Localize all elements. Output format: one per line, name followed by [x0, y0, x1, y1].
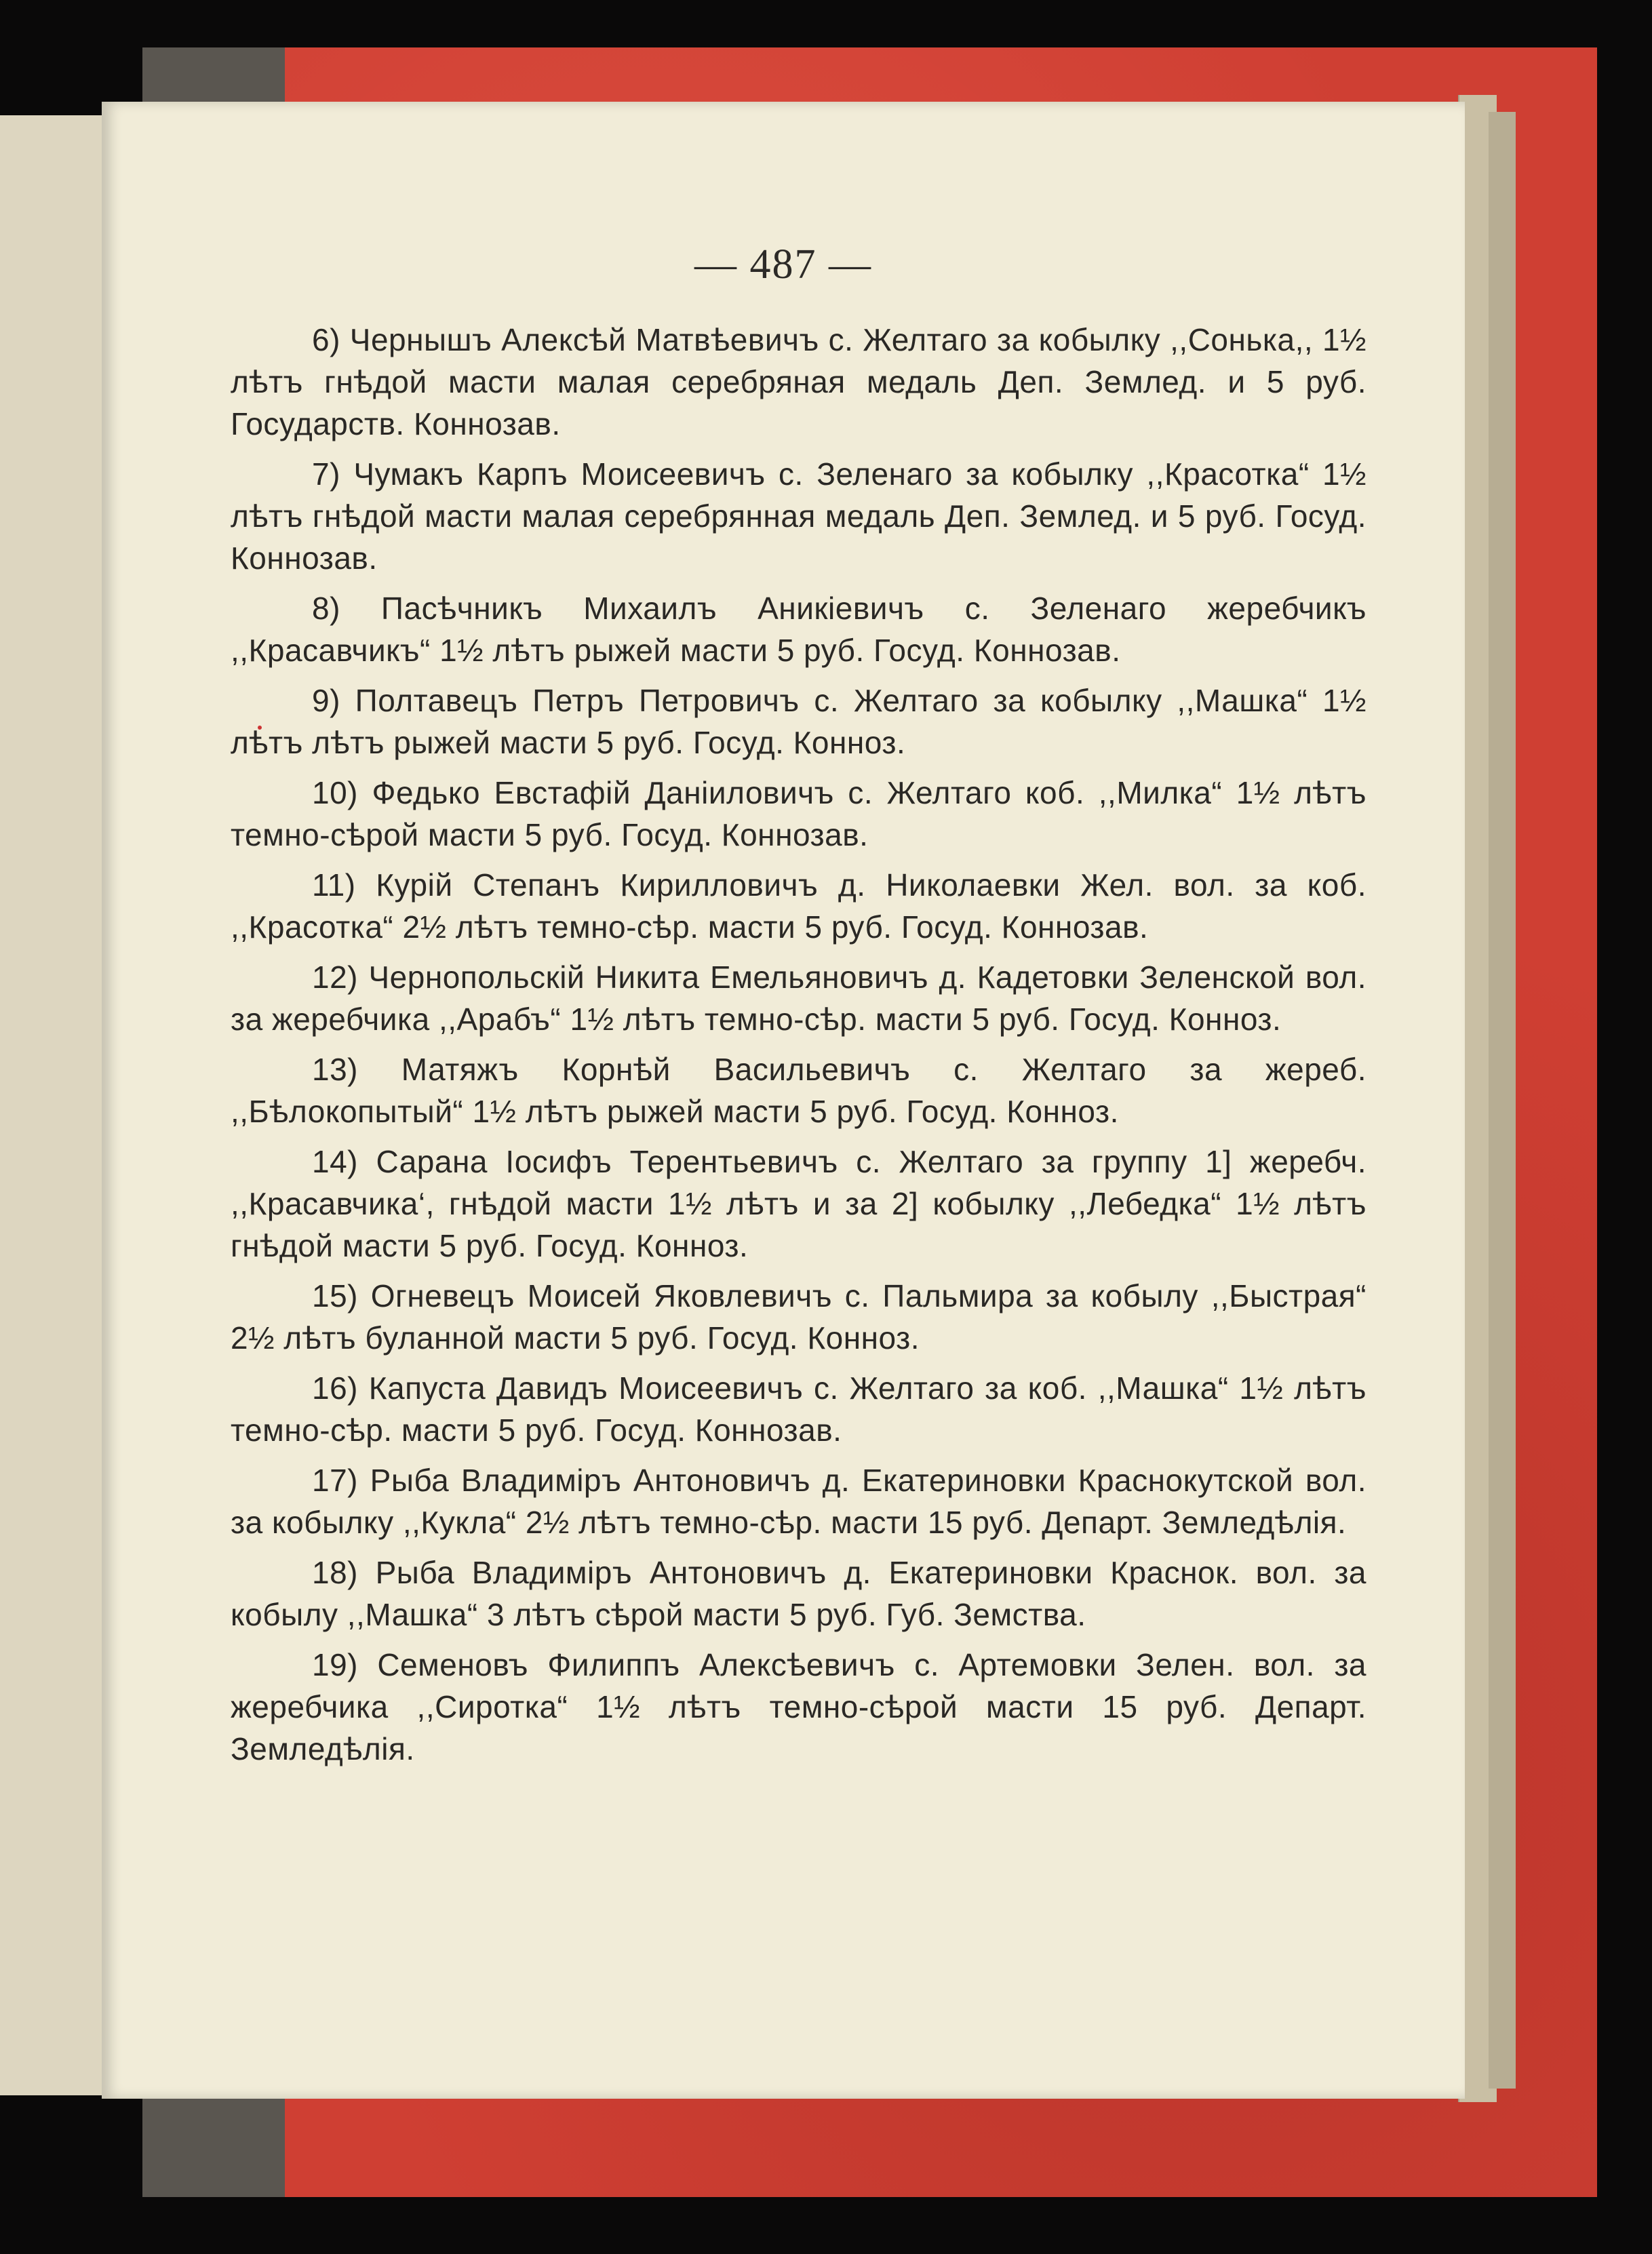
entry-12: 12) Чернопольскій Никита Емельяновичъ д. Кадетовки Зеленской вол. за жеребчика ,,Арабъ“ 1½ лѣтъ темно-сѣр. масти 5 руб. Госуд. Конноз. — [231, 960, 1366, 1037]
entry-15: 15) Огневецъ Моисей Яковлевичъ с. Пальмира за кобылу ,,Быстрая“ 2½ лѣтъ буланной масти 5 руб. Госуд. Конноз. — [231, 1278, 1366, 1356]
entry-8: 8) Пасѣчникъ Михаилъ Аникіевичъ с. Зеленаго жеребчикъ ,,Красавчикъ“ 1½ лѣтъ рыжей масти 5 руб. Госуд. Коннозав. — [231, 591, 1366, 668]
entry-13: 13) Матяжъ Корнѣй Васильевичъ с. Желтаго за жереб. ,,Бѣлокопытый“ 1½ лѣтъ рыжей масти 5 руб. Госуд. Конноз. — [231, 1052, 1366, 1129]
entry-6: 6) Чернышъ Алексѣй Матвѣевичъ с. Желтаго за кобылку ,,Сонька,, 1½ лѣтъ гнѣдой масти малая серебряная медаль Деп. Землед. и 5 руб. Государств. Коннозав. — [231, 322, 1366, 441]
entry-19: 19) Семеновъ Филиппъ Алексѣевичъ с. Артемовки Зелен. вол. за жеребчика ,,Сиротка“ 1½ лѣтъ темно-сѣрой масти 15 руб. Департ. Земледѣлія. — [231, 1647, 1366, 1766]
page-number: — 487 — — [694, 241, 872, 288]
left-page-edge — [0, 115, 102, 2095]
page-text — [231, 319, 1366, 1778]
entry-7: 7) Чумакъ Карпъ Моисеевичъ с. Зеленаго за кобылку ,,Красотка“ 1½ лѣтъ гнѣдой масти малая серебрянная медаль Деп. Землед. и 5 руб. Госуд. Коннозав. — [231, 456, 1366, 576]
page-stack-edge-inner — [1489, 112, 1516, 2089]
entry-11: 11) Курій Степанъ Кирилловичъ д. Николаевки Жел. вол. за коб. ,,Красотка“ 2½ лѣтъ темно-сѣр. масти 5 руб. Госуд. Коннозав. — [231, 867, 1366, 945]
entry-16: 16) Капуста Давидъ Моисеевичъ с. Желтаго за коб. ,,Машка“ 1½ лѣтъ темно-сѣр. масти 5 руб. Госуд. Коннозав. — [231, 1370, 1366, 1448]
book-page — [102, 102, 1465, 2099]
entry-14: 14) Сарана Іосифъ Терентьевичъ с. Желтаго за группу 1] жеребч. ,,Красавчика‘, гнѣдой масти 1½ лѣтъ и за 2] кобылку ,,Лебедка“ 1½ лѣтъ гнѣдой масти 5 руб. Госуд. Конноз. — [231, 1144, 1366, 1263]
entry-17: 17) Рыба Владиміръ Антоновичъ д. Екатериновки Краснокутской вол. за кобылку ,,Кукла“ 2½ лѣтъ темно-сѣр. масти 15 руб. Департ. Земледѣлія. — [231, 1463, 1366, 1540]
book-spine-bottom — [142, 2089, 285, 2197]
entry-18: 18) Рыба Владиміръ Антоновичъ д. Екатериновки Краснок. вол. за кобылу ,,Машка“ 3 лѣтъ сѣрой масти 5 руб. Губ. Земства. — [231, 1555, 1366, 1632]
entry-9: 9) Полтавецъ Петръ Петровичъ с. Желтаго за кобылку ,,Машка“ 1½ лѣтъ лѣтъ рыжей масти 5 руб. Госуд. Конноз. — [231, 683, 1366, 760]
entry-10: 10) Федько Евстафій Даніиловичъ с. Желтаго коб. ,,Милка“ 1½ лѣтъ темно-сѣрой масти 5 руб. Госуд. Коннозав. — [231, 775, 1366, 852]
